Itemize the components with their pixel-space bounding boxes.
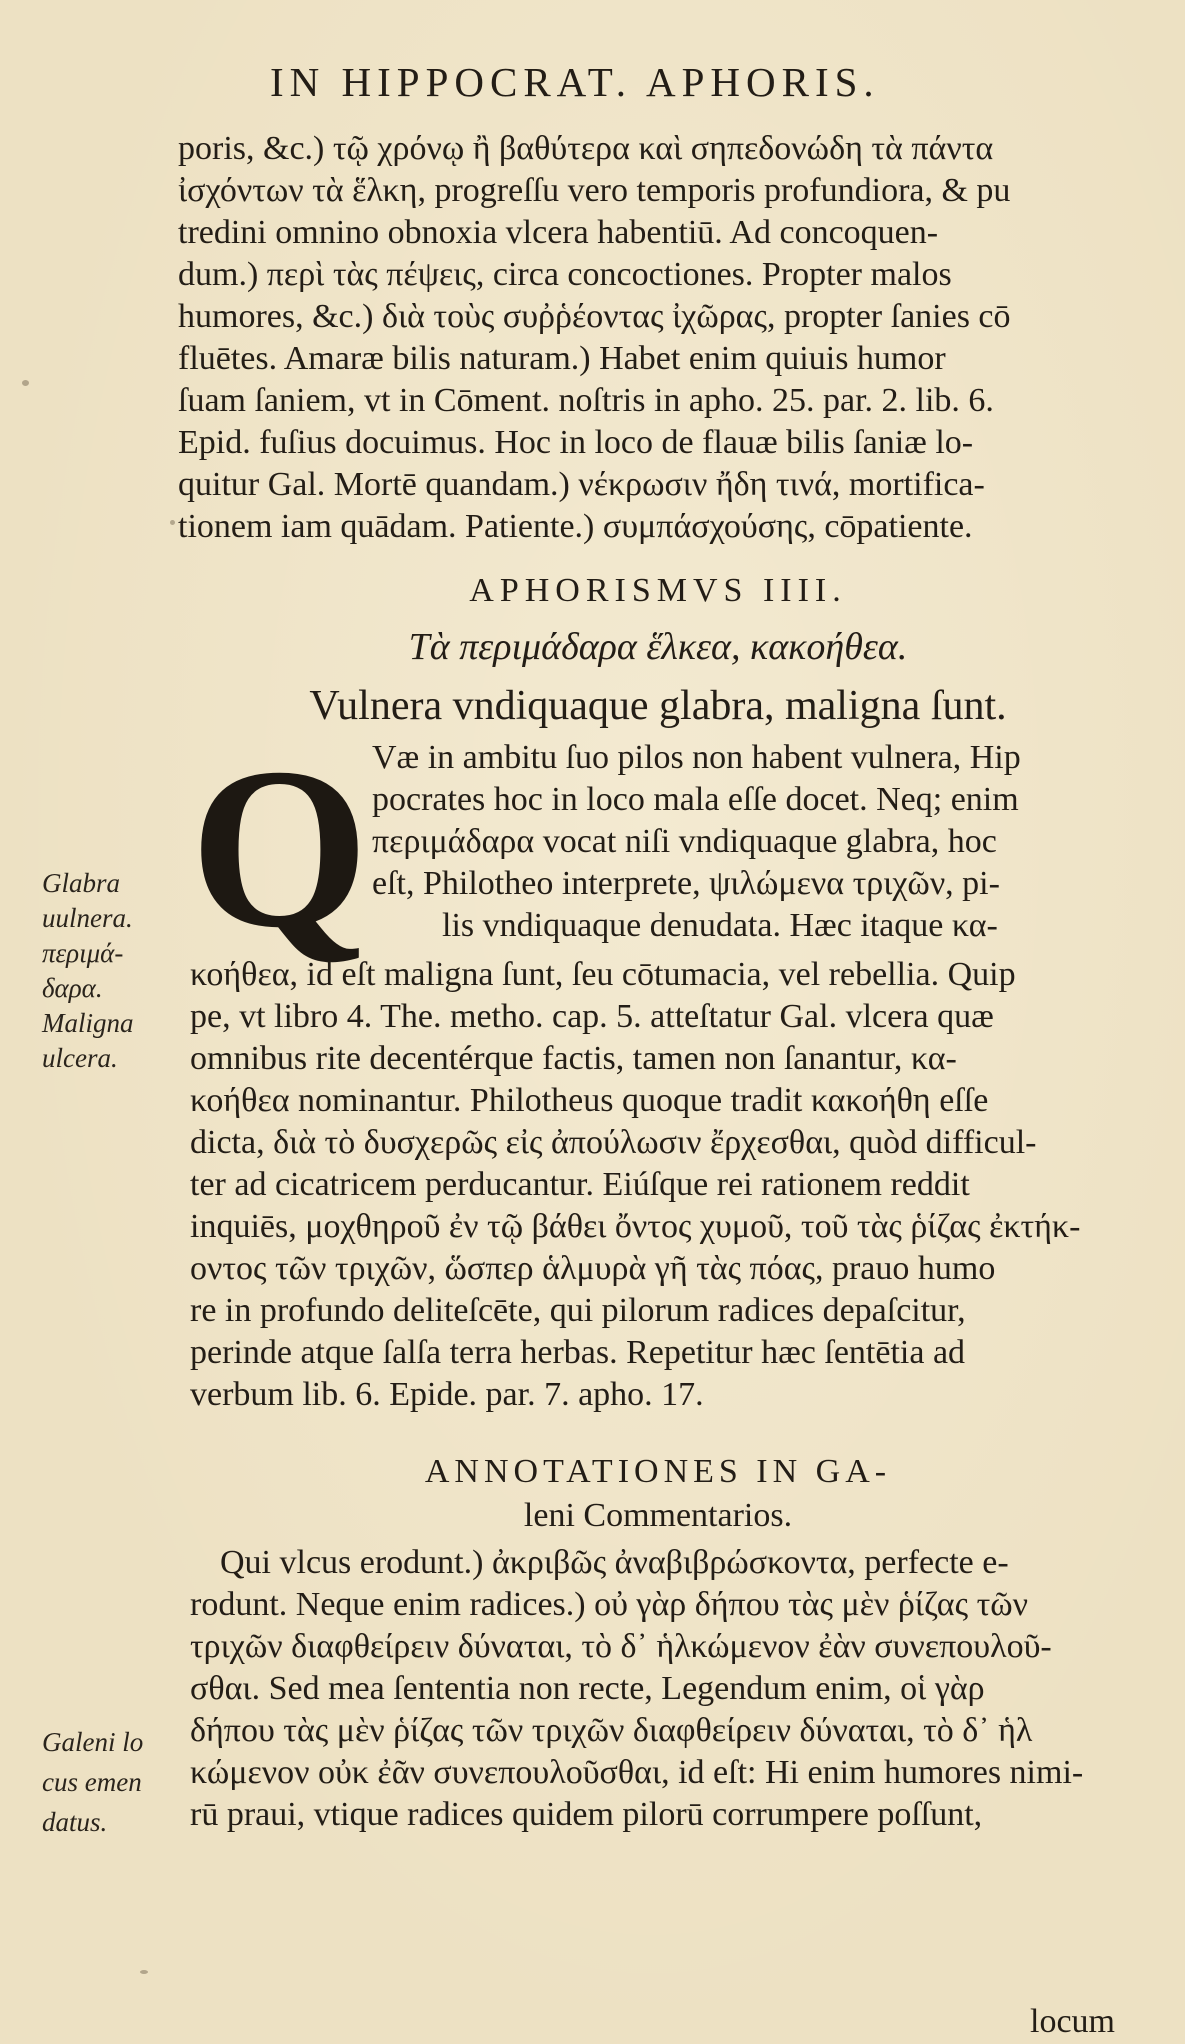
text-line: pe, vt libro 4. The. metho. cap. 5. atteſtatur Gal. vlcera quæ [190, 998, 994, 1035]
text-line: κοήθεα, id eſt maligna ſunt, ſeu cōtumacia, vel rebellia. Quip [190, 956, 1016, 993]
margin-note-line: uulnera. [42, 903, 133, 933]
text-line: perinde atque ſalſa terra herbas. Repetitur hæc ſentētia ad [190, 1334, 966, 1371]
margin-note-line: Galeni lo [42, 1727, 144, 1757]
text-line: quitur Gal. Mortē quandam.) νέκρωσιν ἤδη τινά, mortifica- [178, 466, 985, 503]
text-line: omnibus rite decentérque factis, tamen non ſanantur, κα- [190, 1040, 957, 1077]
text-line: δήπου τὰς μὲν ῥίζας τῶν τριχῶν διαφθείρειν δύναται, τὸ δ᾽ ἡλ [190, 1712, 1033, 1749]
text-line: fluētes. Amaræ bilis naturam.) Habet enim quiuis humor [178, 340, 946, 377]
margin-note-line: ulcera. [42, 1043, 118, 1073]
text-line: ter ad cicatricem perducantur. Eiúſque rei rationem reddit [190, 1166, 970, 1203]
dropcap-paragraph [372, 737, 1142, 947]
margin-note-line: περιμά- [42, 938, 124, 968]
text-line: rodunt. Neque enim radices.) οὐ γὰρ δήπου τὰς μὲν ῥίζας τῶν [190, 1586, 1028, 1623]
text-line: κοήθεα nominantur. Philotheus quoque tradit κακοήθη eſſe [190, 1082, 989, 1119]
text-line: humores, &c.) διὰ τοὺς συῤῥέοντας ἰχῶρας, propter ſanies cō [178, 298, 1011, 335]
text-line: τριχῶν διαφθείρειν δύναται, τὸ δ᾽ ἡλκώμενον ἐὰν συνεπουλοῦ- [190, 1628, 1052, 1665]
aphorism-latin: Vulnera vndiquaque glabra, maligna ſunt. [309, 683, 1007, 729]
text-line: verbum lib. 6. Epide. par. 7. apho. 17. [190, 1376, 704, 1413]
text-line: ἰσχόντων τὰ ἕλκη, progreſſu vero temporis profundiora, & pu [178, 172, 1011, 209]
margin-note-glabra [42, 866, 134, 1076]
paper-speck [140, 1970, 148, 1974]
margin-note-line: cus emen [42, 1767, 142, 1797]
margin-note-line: δαρα. [42, 973, 103, 1003]
text-line: κώμενον οὐκ ἐᾶν συνεπουλοῦσθαι, id eſt: Hi enim humores nimi- [190, 1754, 1084, 1791]
paper-speck [170, 520, 175, 525]
annotations-paragraph [190, 1542, 1140, 1836]
text-line: inquiēs, μοχθηροῦ ἐν τῷ βάθει ὄντος χυμοῦ, τοῦ τὰς ῥίζας ἐκτήκ- [190, 1208, 1081, 1245]
dropcap-initial: Q [190, 720, 369, 975]
annotations-subheading: leni Commentarios. [523, 1497, 793, 1534]
text-line: re in profundo deliteſcēte, qui pilorum radices depaſcitur, [190, 1292, 966, 1329]
text-line: eſt, Philotheo interprete, ψιλώμενα τριχῶν, pi- [372, 865, 1000, 902]
text-line: pocrates hoc in loco mala eſſe docet. Neq; enim [372, 781, 1019, 818]
margin-note-line: datus. [42, 1807, 108, 1837]
text-line: dicta, διὰ τὸ δυσχερῶς εἰς ἀπούλωσιν ἔρχεσθαι, quòd difficul- [190, 1124, 1037, 1161]
text-line: tionem iam quādam. Patiente.) συμπάσχούσης, cōpatiente. [178, 508, 973, 545]
aphorism-heading: APHORISMVS IIII. [469, 572, 847, 609]
margin-note-line: Glabra [42, 868, 121, 898]
margin-note-galeni [42, 1722, 143, 1842]
text-line: tredini omnino obnoxia vlcera habentiū. Ad concoquen- [178, 214, 939, 251]
commentary-top-block [178, 128, 1138, 548]
body-paragraph [190, 954, 1140, 1416]
text-line: Epid. fuſius docuimus. Hoc in loco de flauæ bilis ſaniæ lo- [178, 424, 974, 461]
text-line: σθαι. Sed mea ſententia non recte, Legendum enim, οἱ γὰρ [190, 1670, 985, 1707]
text-line: poris, &c.) τῷ χρόνῳ ἢ βαθύτερα καὶ σηπεδονώδη τὰ πάντα [178, 130, 994, 167]
text-line: Qui vlcus erodunt.) ἀκριβῶς ἀναβιβρώσκοντα, perfecte e- [220, 1544, 1009, 1581]
annotations-heading: ANNOTATIONES IN GA- [424, 1453, 892, 1490]
text-line: rū praui, vtique radices quidem pilorū corrumpere poſſunt, [190, 1796, 983, 1833]
text-line: dum.) περὶ τὰς πέψεις, circa concoctiones. Propter malos [178, 256, 952, 293]
margin-note-line: Maligna [42, 1008, 134, 1038]
text-line: Væ in ambitu ſuo pilos non habent vulnera, Hip [372, 739, 1021, 776]
text-line: ſuam ſaniem, vt in Cōment. noſtris in apho. 25. par. 2. lib. 6. [178, 382, 994, 419]
text-line: lis vndiquaque denudata. Hæc itaque κα- [442, 907, 998, 944]
paper-speck [22, 380, 29, 386]
catchword: locum [1030, 2003, 1115, 2040]
text-line: οντος τῶν τριχῶν, ὥσπερ ἁλμυρὰ γῆ τὰς πόας, prauo humo [190, 1250, 996, 1287]
running-head: IN HIPPOCRAT. APHORIS. [270, 59, 880, 105]
text-line: περιμάδαρα vocat niſi vndiquaque glabra, hoc [372, 823, 997, 860]
aphorism-greek: Τὰ περιμάδαρα ἕλκεα, κακοήθεα. [408, 626, 908, 668]
